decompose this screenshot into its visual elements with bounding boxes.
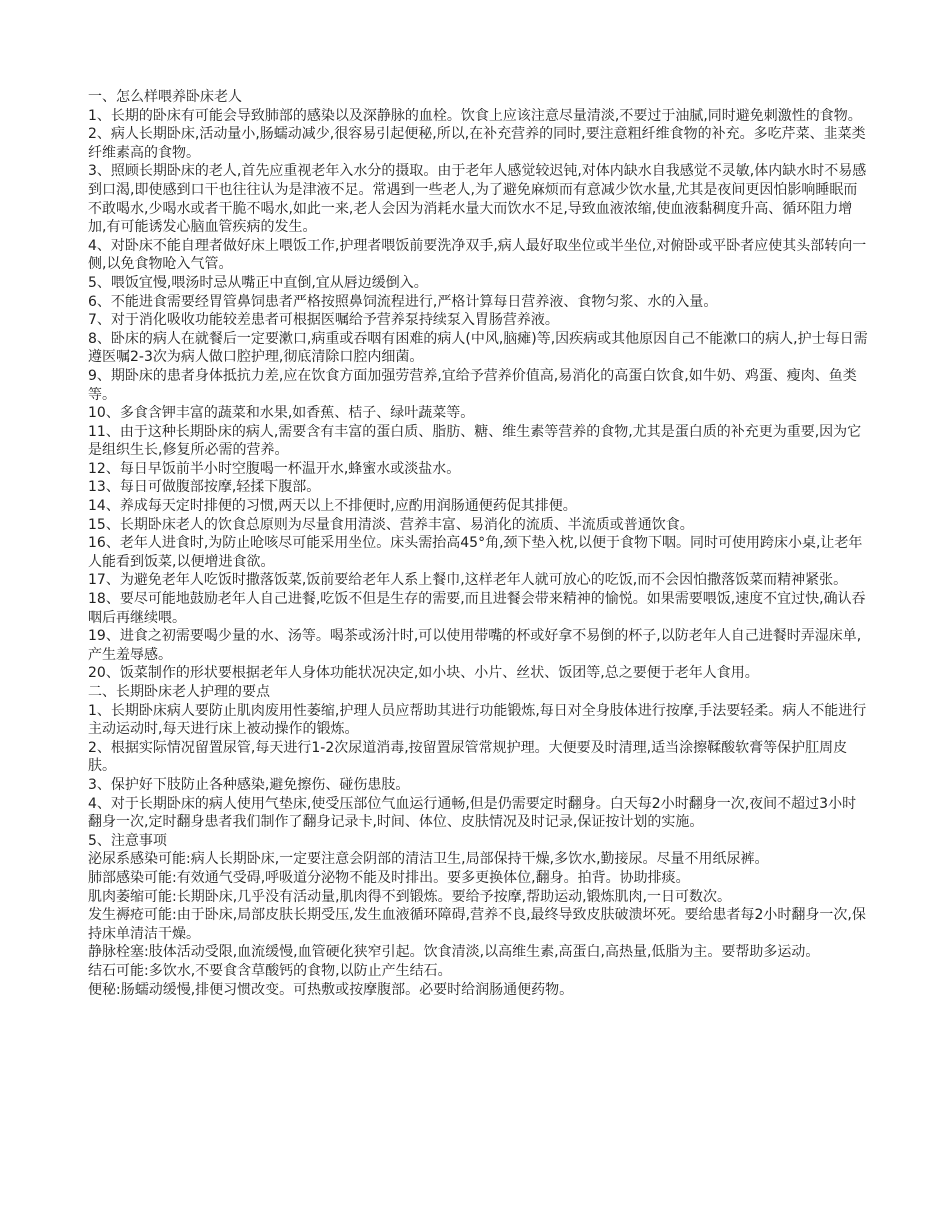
paragraph: 6、不能进食需要经胃管鼻饲患者严格按照鼻饲流程进行,严格计算每日营养液、食物匀浆、水的入量。 [88,293,718,310]
paragraph: 15、长期卧床老人的饮食总原则为尽量食用清淡、营养丰富、易消化的流质、半流质或普通饮食。 [88,516,694,533]
paragraph: 13、每日可做腹部按摩,轻揉下腹部。 [88,479,321,496]
paragraph: 7、对于消化吸收功能较差患者可根据医嘱给予营养泵持续泵入胃肠营养液。 [88,312,559,329]
paragraph: 18、要尽可能地鼓励老年人自己进餐,吃饭不但是生存的需要,而且进餐会带来精神的愉悦。如果需要喂饭,速度不宜过快,确认吞咽后再继续喂。 [88,591,866,626]
paragraph: 泌尿系感染可能:病人长期卧床,一定要注意会阴部的清洁卫生,局部保持干燥,多饮水,勤接尿。尽量不用纸尿裤。 [88,851,769,868]
paragraph: 10、多食含钾丰富的蔬菜和水果,如香蕉、桔子、绿叶蔬菜等。 [88,405,475,422]
paragraph: 3、保护好下肢防止各种感染,避免擦伤、碰伤患肢。 [88,776,410,793]
paragraph: 17、为避免老年人吃饭时撒落饭菜,饭前要给老年人系上餐巾,这样老年人就可放心的吃饭,而不会因怕撒落饭菜而精神紧张。 [88,572,848,589]
paragraph: 9、期卧床的患者身体抵抗力差,应在饮食方面加强劳营养,宜给予营养价值高,易消化的高蛋白饮食,如牛奶、鸡蛋、瘦肉、鱼类等。 [88,367,857,403]
paragraph: 4、对卧床不能自理者做好床上喂饭工作,护理者喂饭前要洗净双手,病人最好取坐位或半坐位,对俯卧或平卧者应使其头部转向一侧,以免食物呛入气管。 [88,237,867,273]
paragraph: 结石可能:多饮水,不要食含草酸钙的食物,以防止产生结石。 [88,962,452,979]
paragraph: 3、照顾长期卧床的老人,首先应重视老年入水分的摄取。由于老年人感觉较迟钝,对体内缺水自我感觉不灵敏,体内缺水时不易感到口渴,即使感到口干也往往认为是津液不足。常遇到一些老人,为了避免麻烦而有意减少饮水量,尤其是夜间更因怕影响睡眠而不敢喝水,少喝水或者干脆不喝水,如此一来,老人会因为消耗水量大而饮水不足,导致血液浓缩,使血液黏稠度升高、循环阻力增加,有可能诱发心脑血管疾病的发生。 [88,163,867,236]
section-heading-feeding: 一、怎么样喂养卧床老人 [88,89,242,105]
paragraph: 1、长期卧床病人要防止肌肉废用性萎缩,护理人员应帮助其进行功能锻炼,每日对全身肢体进行按摩,手法要轻柔。病人不能进行主动运动时,每天进行床上被动操作的锻炼。 [88,702,867,738]
paragraph: 2、病人长期卧床,活动量小,肠蠕动减少,很容易引起便秘,所以,在补充营养的同时,要注意粗纤维食物的补充。多吃芹菜、韭菜类纤维素高的食物。 [88,126,866,161]
paragraph: 2、根据实际情况留置尿管,每天进行1-2次尿道消毒,按留置尿管常规护理。大便要及时清理,适当涂擦鞣酸软膏等保护肛周皮肤。 [88,739,848,775]
paragraph: 1、长期的卧床有可能会导致肺部的感染以及深静脉的血栓。饮食上应该注意尽量清淡,不要过于油腻,同时避免刺激性的食物。 [88,107,862,124]
paragraph: 19、进食之初需要喝少量的水、汤等。喝茶或汤汁时,可以使用带嘴的杯或好拿不易倒的杯子,以防老年人自己进餐时弄湿床单,产生羞辱感。 [88,628,862,663]
paragraph: 5、喂饭宜慢,喂汤时忌从嘴正中直倒,宜从唇边缓倒入。 [88,274,428,291]
section-heading-care: 二、长期卧床老人护理的要点 [88,684,270,700]
paragraph: 11、由于这种长期卧床的病人,需要含有丰富的蛋白质、脂肪、糖、维生素等营养的食物,尤其是蛋白质的补充更为重要,因为它是组织生长,修复所必需的营养。 [88,423,862,459]
paragraph: 4、对于长期卧床的病人使用气垫床,使受压部位气血运行通畅,但是仍需要定时翻身。白天每2小时翻身一次,夜间不超过3小时翻身一次,定时翻身患者我们制作了翻身记录卡,时间、体位、皮肤情况及时记录,保证按计划的实施。 [88,795,857,831]
paragraph: 肌肉萎缩可能:长期卧床,几乎没有活动量,肌肉得不到锻炼。要给予按摩,帮助运动,锻炼肌肉,一日可数次。 [88,888,731,905]
paragraph: 便秘:肠蠕动缓慢,排便习惯改变。可热敷或按摩腹部。必要时给润肠通便药物。 [88,981,574,998]
paragraph: 20、饭菜制作的形状要根据老年人身体功能状况决定,如小块、小片、丝状、饭团等,总之要便于老年人食用。 [88,665,759,682]
paragraph: 发生褥疮可能:由于卧床,局部皮肤长期受压,发生血液循环障碍,营养不良,最终导致皮肤破溃坏死。要给患者每2小时翻身一次,保持床单清洁干燥。 [88,907,866,942]
paragraph: 静脉栓塞:肢体活动受限,血流缓慢,血管硬化狭窄引起。饮食清淡,以高维生素,高蛋白,高热量,低脂为主。要帮助多运动。 [88,944,820,961]
subsection-heading-notes: 5、注意事项 [88,832,167,849]
paragraph: 12、每日早饭前半小时空腹喝一杯温开水,蜂蜜水或淡盐水。 [88,460,461,477]
paragraph: 8、卧床的病人在就餐后一定要漱口,病重或吞咽有困难的病人(中风,脑瘫)等,因疾病或其他原因自己不能漱口的病人,护士每日需遵医嘱2-3次为病人做口腔护理,彻底清除口腔内细菌。 [88,330,868,366]
paragraph: 肺部感染可能:有效通气受碍,呼吸道分泌物不能及时排出。要多更换体位,翻身。拍背。协助排痰。 [88,869,690,886]
paragraph: 14、养成每天定时排便的习惯,两天以上不排便时,应酌用润肠通便药促其排便。 [88,498,577,515]
document-body [88,88,868,999]
paragraph: 16、老年人进食时,为防止呛咳尽可能采用坐位。床头需抬高45°角,颈下垫入枕,以便于食物下咽。同时可使用跨床小桌,让老年人能看到饭菜,以便增进食欲。 [88,535,863,570]
